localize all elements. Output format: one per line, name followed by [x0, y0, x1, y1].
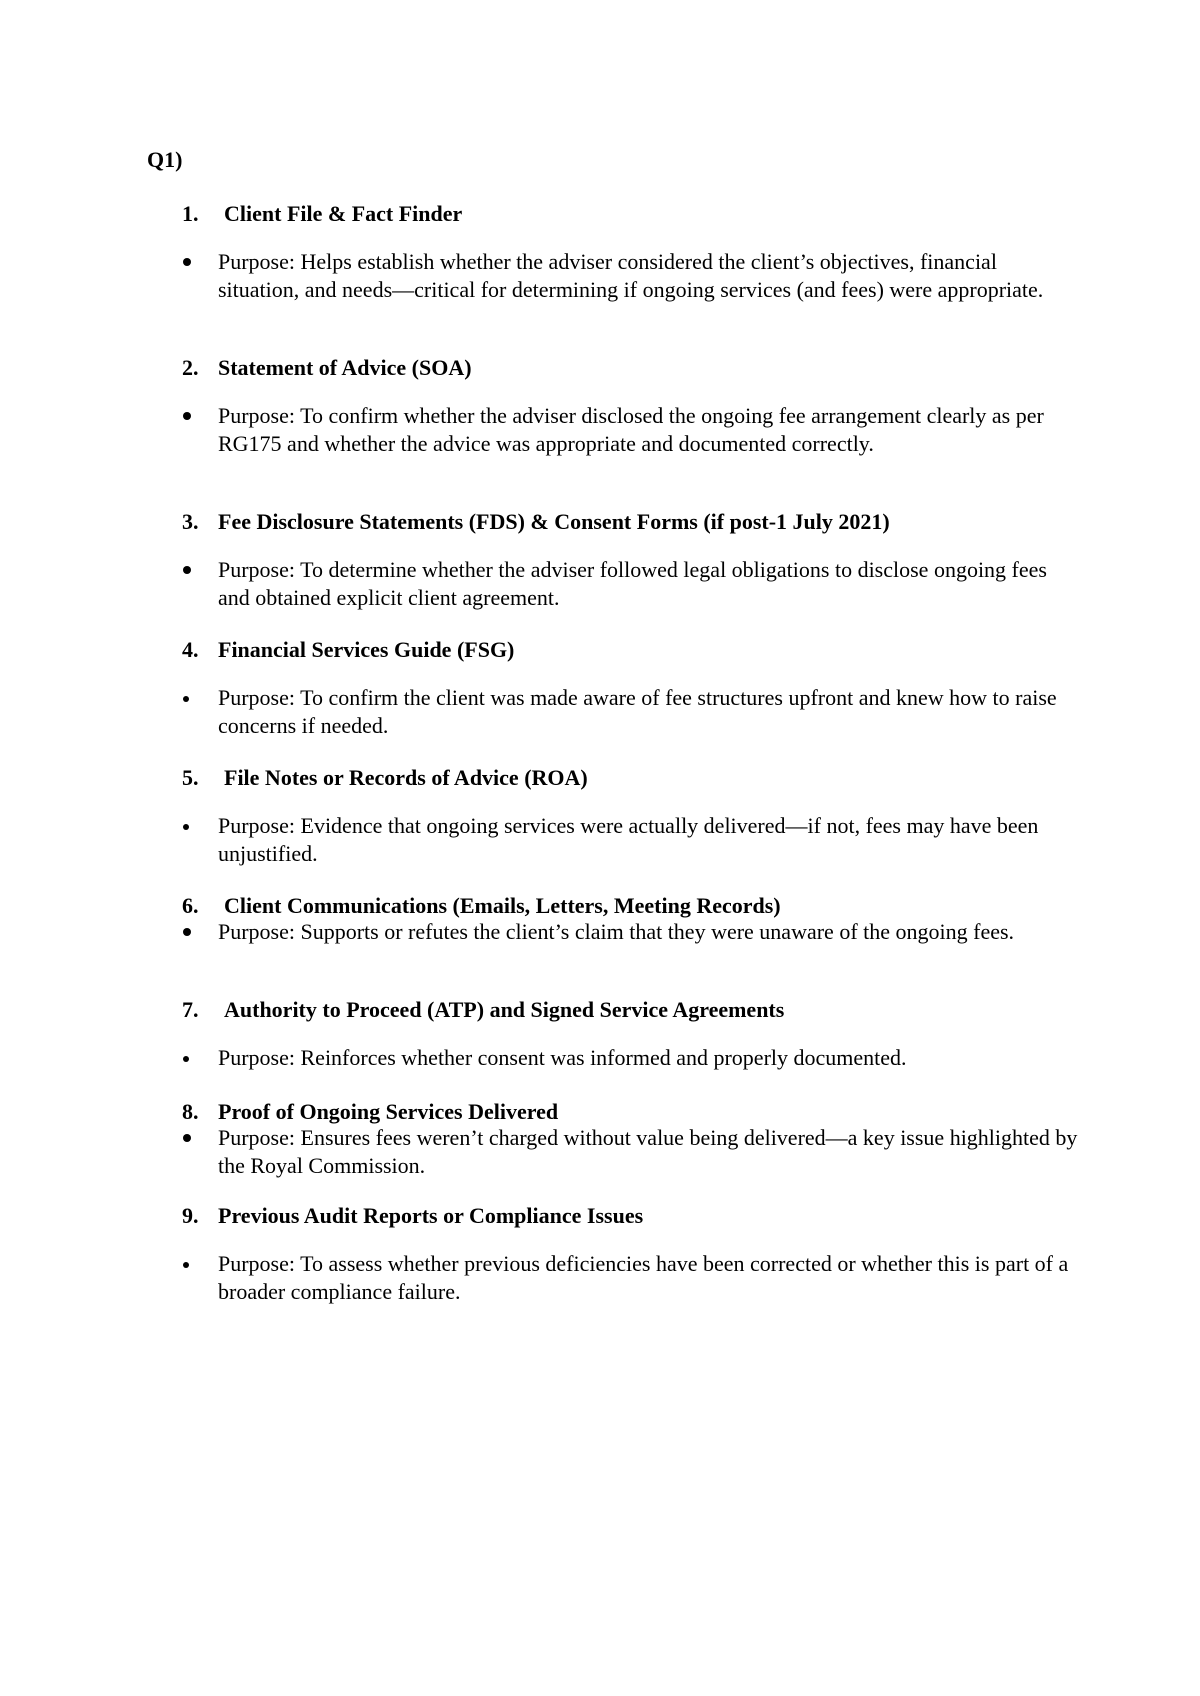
bullet-icon — [183, 412, 191, 420]
item-heading — [182, 508, 1082, 536]
item-number: 3. — [182, 509, 199, 534]
item-title: Authority to Proceed (ATP) and Signed Service Agreements — [224, 997, 785, 1022]
item-purpose: Purpose: To confirm whether the adviser disclosed the ongoing fee arrangement clearly as per RG175 and whether the advice was appropriate and documented correctly. — [218, 403, 1044, 456]
item-heading — [182, 892, 1082, 920]
item-number: 7. — [182, 997, 199, 1022]
bullet-icon — [183, 258, 191, 266]
item-heading — [182, 1098, 1082, 1126]
item-purpose: Purpose: To assess whether previous deficiencies have been corrected or whether this is part of a broader compliance failure. — [218, 1251, 1069, 1304]
item-purpose: Purpose: Ensures fees weren’t charged without value being delivered—a key issue highlighted by the Royal Commission. — [218, 1125, 1078, 1178]
item-number: 2. — [182, 355, 199, 380]
item-purpose: Purpose: Evidence that ongoing services were actually delivered—if not, fees may have been unjustified. — [218, 813, 1039, 866]
item-heading — [182, 764, 1082, 792]
item-title: Client Communications (Emails, Letters, Meeting Records) — [224, 893, 781, 918]
item-heading — [182, 996, 1082, 1024]
item-heading — [182, 636, 1082, 664]
item-purpose: Purpose: Supports or refutes the client’s claim that they were unaware of the ongoing fees. — [218, 919, 1015, 944]
question-label: Q1) — [147, 147, 183, 172]
item-number: 9. — [182, 1203, 199, 1228]
item-number: 8. — [182, 1099, 199, 1124]
bullet-icon — [183, 824, 189, 830]
item-heading — [182, 1202, 1082, 1230]
item-title: Client File & Fact Finder — [224, 201, 463, 226]
bullet-icon — [183, 696, 189, 702]
item-number: 6. — [182, 893, 199, 918]
item-number: 1. — [182, 201, 199, 226]
item-title: Fee Disclosure Statements (FDS) & Consent Forms (if post-1 July 2021) — [218, 509, 890, 534]
item-number: 5. — [182, 765, 199, 790]
bullet-icon — [183, 928, 191, 936]
item-purpose: Purpose: Reinforces whether consent was informed and properly documented. — [218, 1045, 907, 1070]
item-title: Financial Services Guide (FSG) — [218, 637, 515, 662]
item-title: Proof of Ongoing Services Delivered — [218, 1099, 559, 1124]
item-title: File Notes or Records of Advice (ROA) — [224, 765, 588, 790]
item-purpose: Purpose: To determine whether the adviser followed legal obligations to disclose ongoing fees and obtained explicit client agreement. — [218, 557, 1047, 610]
item-number: 4. — [182, 637, 199, 662]
item-heading — [182, 354, 1082, 382]
item-title: Statement of Advice (SOA) — [218, 355, 472, 380]
item-purpose: Purpose: Helps establish whether the adviser considered the client’s objectives, financial situation, and needs—critical for determining if ongoing services (and fees) were appropriate. — [218, 249, 1044, 302]
item-heading — [182, 200, 1082, 228]
bullet-icon — [183, 1262, 189, 1268]
bullet-icon — [183, 1134, 191, 1142]
item-title: Previous Audit Reports or Compliance Issues — [218, 1203, 644, 1228]
bullet-icon — [183, 566, 191, 574]
item-purpose: Purpose: To confirm the client was made aware of fee structures upfront and knew how to raise concerns if needed. — [218, 685, 1057, 738]
bullet-icon — [183, 1056, 189, 1062]
